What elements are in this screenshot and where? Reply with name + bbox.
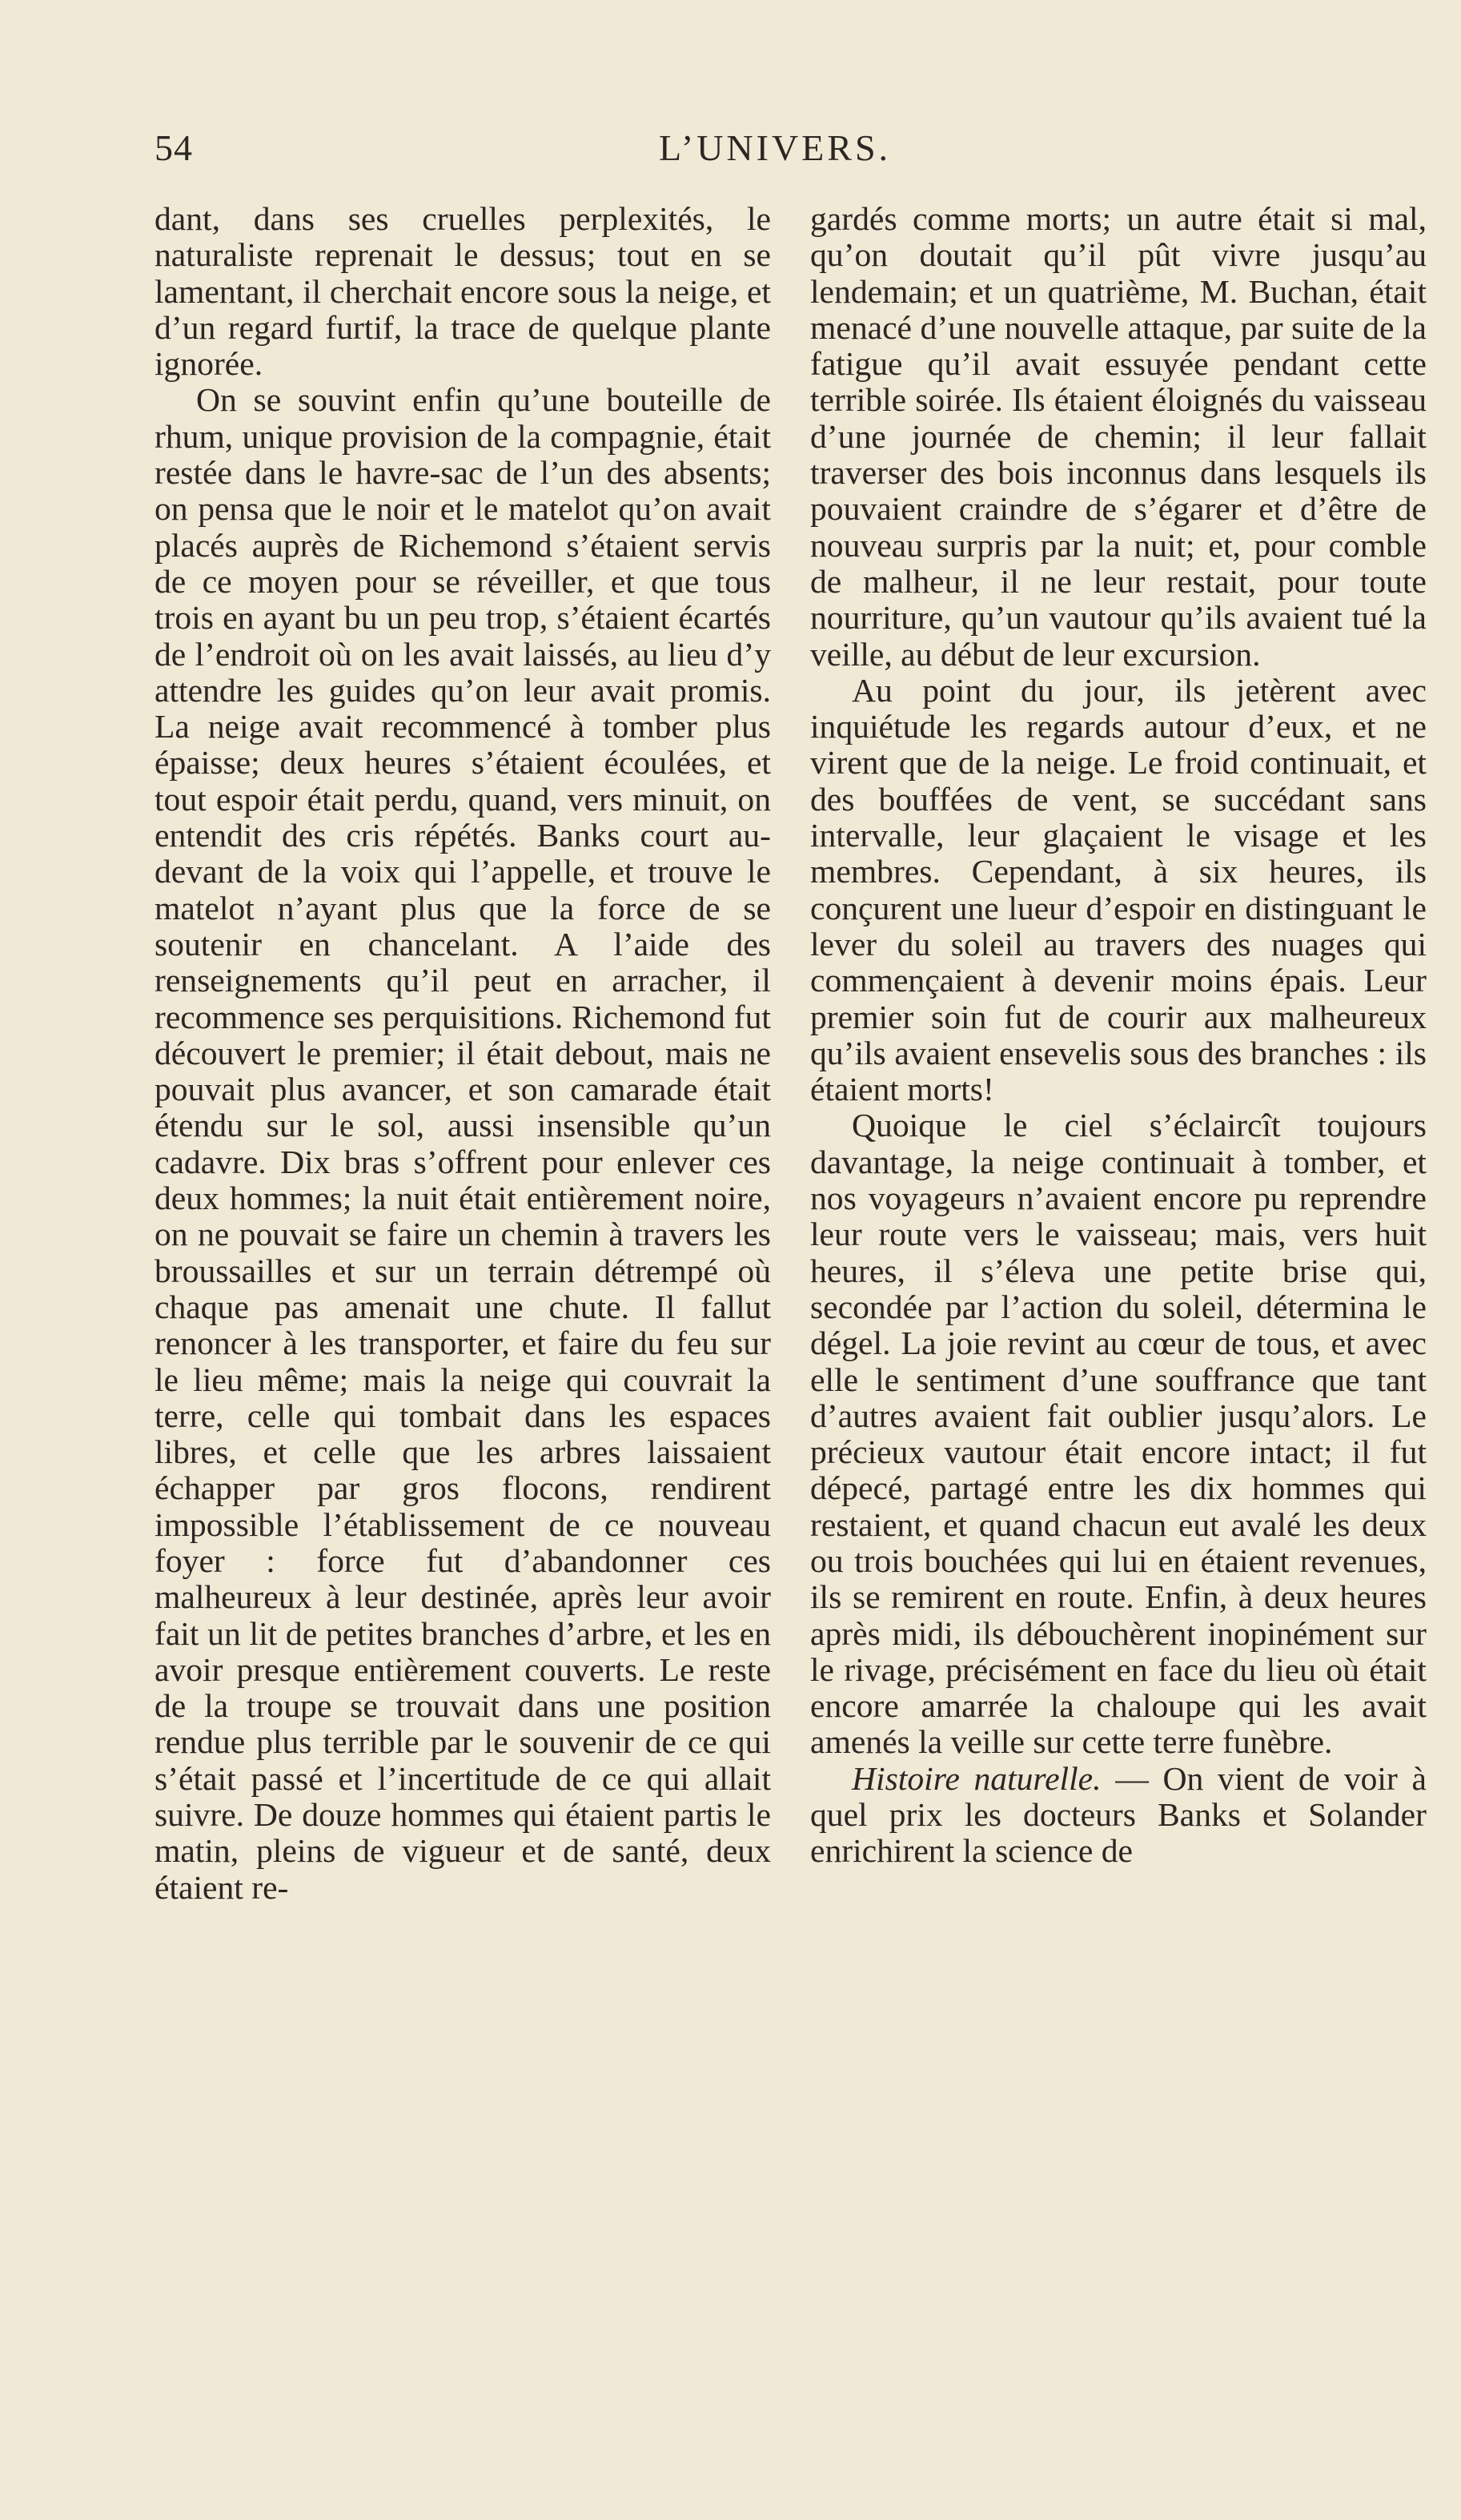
right-text-column bbox=[810, 201, 1427, 1870]
page-number: 54 bbox=[155, 127, 193, 168]
paragraph-continued: dant, dans ses cruelles perplexités, le naturaliste reprenait le dessus; tout en se lamentant, il cherchait encore sous la neige, et d’un regard furtif, la trace de quelque plante ignorée. bbox=[155, 200, 771, 383]
running-title: L’UNIVERS. bbox=[659, 127, 892, 168]
section-heading-inline: Histoire naturelle. bbox=[852, 1759, 1102, 1797]
paragraph-text: — On vient de voir à quel prix les docteurs Banks et Solander enrichirent la science de bbox=[810, 1759, 1427, 1870]
paragraph: Au point du jour, ils jetèrent avec inquiétude les regards autour d’eux, et ne virent que de la neige. Le froid continuait, et des bouffées de vent, se succédant sans intervalle, leur glaçaient le visage et les membres. Cependant, à six heures, ils conçurent une lueur d’espoir en distinguant le lever du soleil au travers des nuages qui commençaient à devenir moins épais. Leur premier soin fut de courir aux malheureux qu’ils avaient ensevelis sous des branches : ils étaient morts! bbox=[810, 671, 1427, 1108]
paragraph: On se souvint enfin qu’une bouteille de rhum, unique provision de la compagnie, était restée dans le havre-sac de l’un des absents; on pensa que le noir et le matelot qu’on avait placés auprès de Richemond s’étaient servis de ce moyen pour se réveiller, et que tous trois en ayant bu un peu trop, s’étaient écartés de l’endroit où on les avait laissés, au lieu d’y attendre les guides qu’on leur avait promis. La neige avait recommencé à tomber plus épaisse; deux heures s’étaient écoulées, et tout espoir était perdu, quand, vers minuit, on entendit des cris répétés. Banks court au-devant de la voix qui l’appelle, et trouve le matelot n’ayant plus que la force de se soutenir en chancelant. A l’aide des renseignements qu’il peut en arracher, il recommence ses perquisitions. Richemond fut découvert le premier; il était debout, mais ne pouvait plus avancer, et son camarade était étendu sur le sol, aussi insensible qu’un cadavre. Dix bras s’offrent pour enlever ces deux hommes; la nuit était entièrement noire, on ne pouvait se faire un chemin à travers les broussailles et sur un terrain détrempé où chaque pas amenait une chute. Il fallut renoncer à les transporter, et faire du feu sur le lieu même; mais la neige qui couvrait la terre, celle qui tombait dans les espaces libres, et celle que les arbres laissaient échapper par gros flocons, rendirent impossible l’établissement de ce nouveau foyer : force fut d’abandonner ces malheureux à leur destinée, après leur avoir fait un lit de petites branches d’arbre, et les en avoir presque entièrement couverts. Le reste de la troupe se trouvait dans une position rendue plus terrible par le souvenir de ce qui s’était passé et l’incertitude de ce qui allait suivre. De douze hommes qui étaient partis le matin, pleins de vigueur et de santé, deux étaient re- bbox=[155, 381, 771, 1906]
page-header bbox=[155, 127, 923, 175]
paragraph-natural-history bbox=[810, 1761, 1427, 1870]
left-text-column bbox=[155, 201, 771, 1906]
paragraph: Quoique le ciel s’éclaircît toujours davantage, la neige continuait à tomber, et nos voyageurs n’avaient encore pu reprendre leur route vers le vaisseau; mais, vers huit heures, il s’éleva une petite brise qui, secondée par l’action du soleil, détermina le dégel. La joie revint au cœur de tous, et avec elle le sentiment d’une souffrance que tant d’autres avaient fait oublier jusqu’alors. Le précieux vautour était encore intact; il fut dépecé, partagé entre les dix hommes qui restaient, et quand chacun eut avalé les deux ou trois bouchées qui lui en étaient revenues, ils se remirent en route. Enfin, à deux heures après midi, ils débouchèrent inopinément sur le rivage, précisément en face du lieu où était encore amarrée la chaloupe qui les avait amenés la veille sur cette terre funèbre. bbox=[810, 1107, 1427, 1761]
paragraph-continued: gardés comme morts; un autre était si mal, qu’on doutait qu’il pût vivre jusqu’au lendemain; et un quatrième, M. Buchan, était menacé d’une nouvelle attaque, par suite de la fatigue qu’il avait essuyée pendant cette terrible soirée. Ils étaient éloignés du vaisseau d’une journée de chemin; il leur fallait traverser des bois inconnus dans lesquels ils pouvaient craindre de s’égarer et d’être de nouveau surpris par la nuit; et, pour comble de malheur, il ne leur restait, pour toute nourriture, qu’un vautour qu’ils avaient tué la veille, au début de leur excursion. bbox=[810, 200, 1427, 673]
